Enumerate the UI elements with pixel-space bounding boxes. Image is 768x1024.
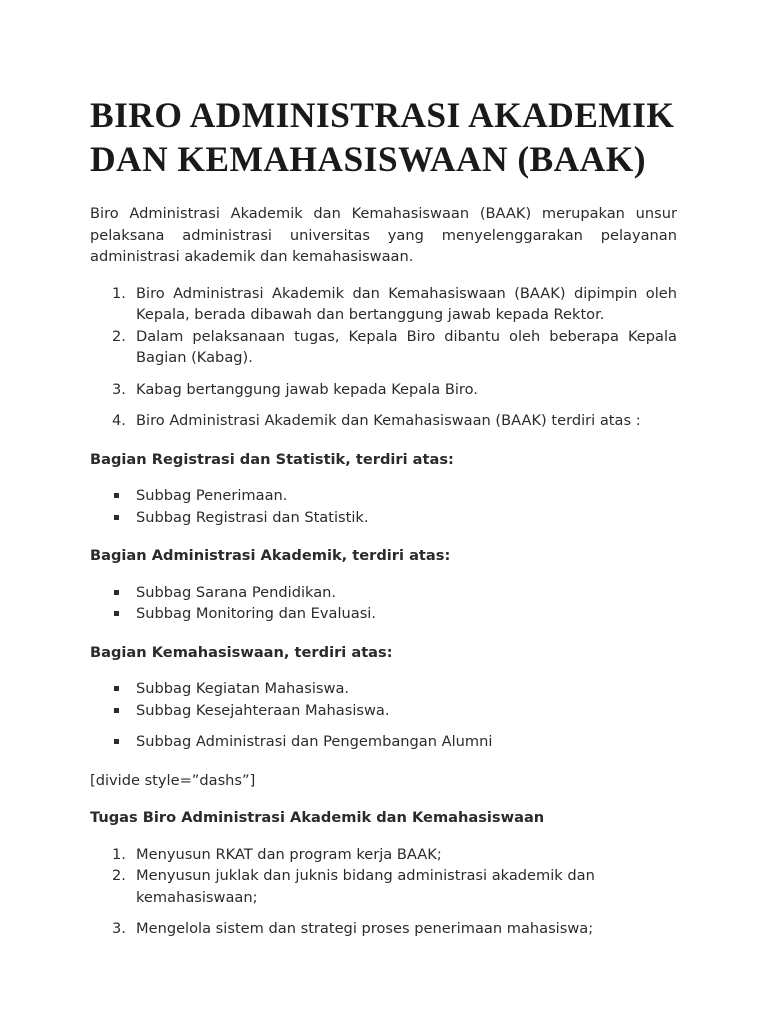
bullet-item [90, 603, 677, 625]
bullet-text: Subbag Monitoring dan Evaluasi. [136, 605, 377, 622]
list-item [90, 410, 677, 432]
tasks-heading: Tugas Biro Administrasi Akademik dan Kemahasiswaan [90, 809, 545, 826]
list-item-text: Biro Administrasi Akademik dan Kemahasiswaan (BAAK) terdiri atas : [136, 412, 641, 429]
bullet-icon [114, 708, 119, 713]
bullet-list-akademik [90, 582, 677, 625]
bullet-text: Subbag Kegiatan Mahasiswa. [136, 680, 350, 697]
bullet-item [90, 700, 677, 722]
list-number: 4. [112, 412, 126, 429]
list-number: 2. [112, 327, 126, 345]
list-item [90, 326, 677, 369]
bullet-item [90, 678, 677, 700]
list-number: 3. [112, 380, 126, 398]
list-number: 1. [112, 284, 126, 302]
bullet-item [90, 485, 677, 507]
bullet-icon [114, 686, 119, 691]
list-item [90, 379, 677, 401]
bullet-text: Subbag Sarana Pendidikan. [136, 583, 337, 601]
bullet-icon [114, 739, 119, 744]
list-item [90, 844, 677, 866]
intro-paragraph: Biro Administrasi Akademik dan Kemahasiswaan (BAAK) merupakan unsur pelaksana administrasi universitas yang menyelenggarakan pelayanan administrasi akademik dan kemahasiswaan. [90, 205, 677, 265]
list-item [90, 283, 677, 326]
bullet-icon [114, 515, 119, 520]
list-item-text: Biro Administrasi Akademik dan Kemahasiswaan (BAAK) dipimpin oleh Kepala, berada dibawah dan bertanggung jawab kepada Rektor. [136, 284, 677, 323]
list-item-text: Menyusun RKAT dan program kerja BAAK; [136, 845, 442, 863]
bullet-item [90, 582, 677, 604]
bullet-text: Subbag Administrasi dan Pengembangan Alumni [136, 733, 493, 750]
document-page [90, 0, 677, 940]
bullet-list-kemahasiswaan [90, 678, 677, 753]
section-heading-kemahasiswaan: Bagian Kemahasiswaan, terdiri atas: [90, 643, 393, 661]
list-item [90, 918, 677, 940]
list-item-text: Menyusun juklak dan juknis bidang administrasi akademik dan kemahasiswaan; [136, 867, 595, 906]
bullet-icon [114, 611, 119, 616]
bullet-icon [114, 493, 119, 498]
list-item-text: Mengelola sistem dan strategi proses penerimaan mahasiswa; [136, 920, 594, 937]
section-heading-registrasi: Bagian Registrasi dan Statistik, terdiri atas: [90, 450, 454, 468]
page-title: BIRO ADMINISTRASI AKADEMIK DAN KEMAHASISWAAN (BAAK) [90, 95, 675, 179]
list-number: 1. [112, 845, 126, 863]
tasks-list [90, 844, 677, 940]
bullet-item [90, 731, 677, 753]
bullet-item [90, 507, 677, 529]
bullet-list-registrasi [90, 485, 677, 528]
list-item-text: Dalam pelaksanaan tugas, Kepala Biro dibantu oleh beberapa Kepala Bagian (Kabag). [136, 327, 677, 366]
list-number: 2. [112, 867, 126, 884]
list-item [90, 865, 677, 908]
divider-shortcode: [divide style=”dashs”] [90, 771, 256, 789]
bullet-text: Subbag Kesejahteraan Mahasiswa. [136, 701, 390, 719]
bullet-text: Subbag Registrasi dan Statistik. [136, 508, 369, 526]
list-item-text: Kabag bertanggung jawab kepada Kepala Biro. [136, 380, 478, 398]
bullet-icon [114, 590, 119, 595]
list-number: 3. [112, 920, 126, 937]
section-heading-akademik: Bagian Administrasi Akademik, terdiri atas: [90, 547, 451, 564]
bullet-text: Subbag Penerimaan. [136, 487, 288, 504]
structure-list [90, 283, 677, 432]
